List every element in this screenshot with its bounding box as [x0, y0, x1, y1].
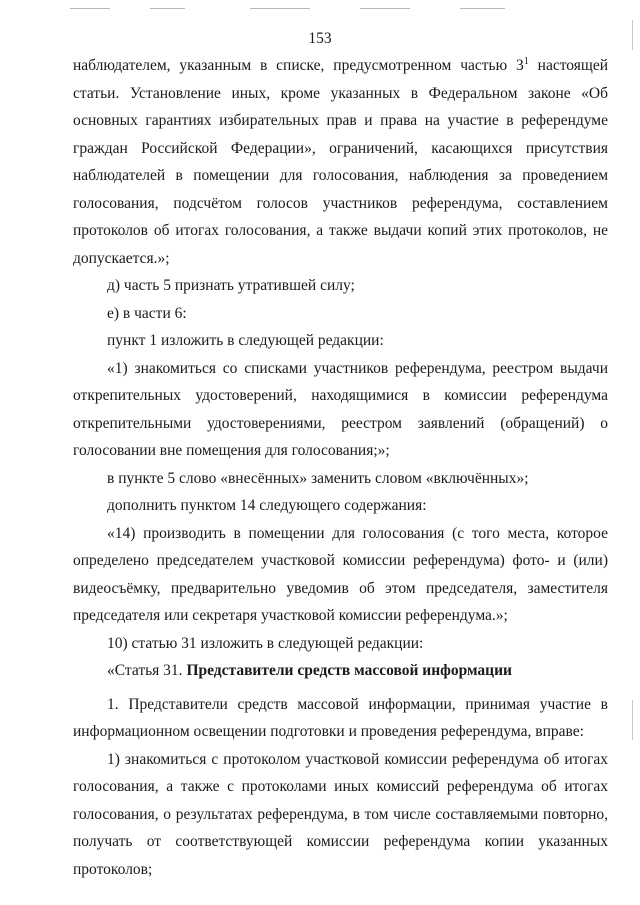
scan-artifact: [150, 8, 185, 9]
paragraph-point-1-instruction: пункт 1 изложить в следующей редакции:: [107, 332, 384, 350]
article-heading-title: Представители средств массовой информации: [186, 662, 512, 680]
paragraph-text: наблюдателем, указанным в списке, предусмотренном частью 3: [73, 57, 524, 75]
paragraph-point-14-instruction: дополнить пунктом 14 следующего содержания:: [107, 497, 427, 515]
paragraph-item-e: е) в части 6:: [107, 304, 187, 322]
scan-edge: [632, 700, 633, 740]
page-number: 153: [308, 30, 332, 47]
paragraph-article-31-part-1: 1. Представители средств массовой информации, принимая участие в информационном освещении подготовки и проведения референдума, вправе:: [73, 695, 608, 741]
body-text: [73, 48, 608, 883]
article-heading: [73, 657, 608, 685]
paragraph-point-14-text: «14) производить в помещении для голосования (с того места, которое определено председателем участковой комиссии референдума) фото- и (или) видеосъёмку, предварительно уведомив об этом председателя, заместителя председателя или секретаря участковой комиссии референдума.»;: [73, 524, 608, 625]
paragraph-item-d: д) часть 5 признать утратившей силу;: [107, 277, 355, 295]
scan-artifact: [250, 8, 310, 9]
superscript: 1: [523, 56, 529, 67]
paragraph-text: настоящей статьи. Установление иных, кроме указанных в Федеральном законе «Об основных гарантиях избирательных прав и права на участие в референдуме граждан Российской Федерации», ограничений, касающихся присутствия наблюдателей в помещении для голосования, наблюдения за проведением голосования, подсчётом голосов участников референдума, составлением протоколов об итогах голосования, а также выдачи копий этих протоколов, не допускается.»;: [73, 57, 608, 267]
scan-artifact: [360, 8, 410, 9]
paragraph-article-31-point-1: 1) знакомиться с протоколом участковой комиссии референдума об итогах голосования, а также с протоколами иных комиссий референдума об итогах голосования, о результатах референдума, в том числе составляемыми повторно, получать от соответствующей комиссии референдума копии указанных протоколов;: [73, 750, 608, 878]
scan-artifact: [70, 8, 110, 9]
paragraph-point-1-text: «1) знакомиться со списками участников референдума, реестром выдачи открепительных удостоверений, находящимися в комиссии референдума открепительными удостоверениями, реестром заявлений (обращений) о голосовании вне помещения для голосования;»;: [73, 359, 608, 460]
paragraph-point-5-instruction: в пункте 5 слово «внесённых» заменить словом «включённых»;: [107, 469, 529, 487]
scan-artifact: [460, 8, 505, 9]
paragraph-item-10: 10) статью 31 изложить в следующей редакции:: [107, 634, 424, 652]
article-heading-prefix: «Статья 31.: [107, 662, 187, 680]
paragraph-observer-continuation: [73, 48, 608, 272]
